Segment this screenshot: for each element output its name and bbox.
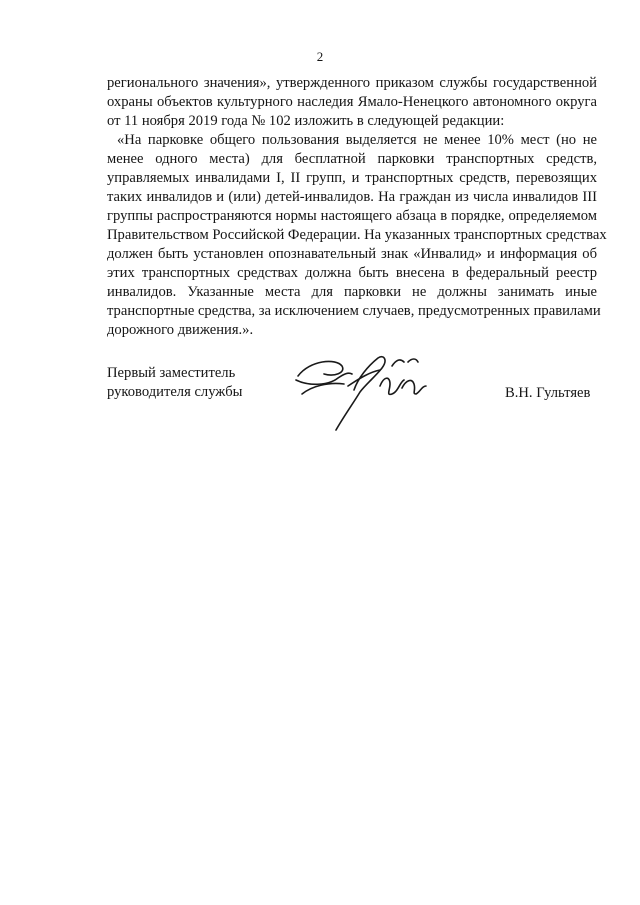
signatory-position-line: руководителя службы xyxy=(107,384,243,400)
handwritten-signature xyxy=(288,346,438,438)
body-line: должен быть установлен опознавательный знак «Инвалид» и информация об xyxy=(107,246,597,262)
signatory-position xyxy=(107,364,242,402)
document-body xyxy=(107,74,607,340)
body-line: таких инвалидов и (или) детей-инвалидов. На граждан из числа инвалидов III xyxy=(107,189,597,205)
body-line: дорожного движения.». xyxy=(107,322,254,338)
body-line: инвалидов. Указанные места для парковки не должны занимать иные xyxy=(107,284,597,300)
body-line: Правительством Российской Федерации. На указанных транспортных средствах xyxy=(107,227,607,243)
body-line: управляемых инвалидами I, II групп, и транспортных средств, перевозящих xyxy=(107,170,597,186)
body-line: группы распространяются нормы настоящего абзаца в порядке, определяемом xyxy=(107,208,597,224)
body-line: этих транспортных средствах должна быть внесена в федеральный реестр xyxy=(107,265,597,281)
signatory-name: В.Н. Гультяев xyxy=(505,385,591,401)
body-line: регионального значения», утвержденного приказом службы государственной xyxy=(107,75,597,91)
body-line: транспортные средства, за исключением случаев, предусмотренных правилами xyxy=(107,303,601,319)
body-line: менее одного места) для бесплатной парковки транспортных средств, xyxy=(107,151,597,167)
body-line: «На парковке общего пользования выделяется не менее 10% мест (но не xyxy=(117,132,597,148)
signatory-position-line: Первый заместитель xyxy=(107,365,236,381)
body-line: от 11 ноября 2019 года № 102 изложить в следующей редакции: xyxy=(107,113,505,129)
page-number: 2 xyxy=(316,49,324,64)
body-line: охраны объектов культурного наследия Ямало-Ненецкого автономного округа xyxy=(107,94,597,110)
